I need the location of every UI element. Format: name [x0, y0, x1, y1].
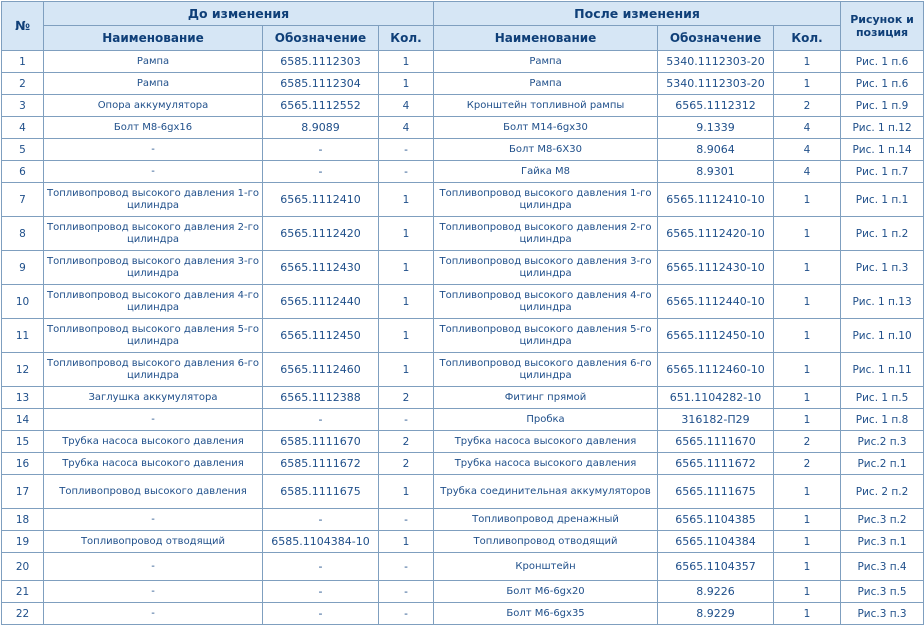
before-qty: -	[379, 409, 434, 431]
row-number: 18	[2, 509, 44, 531]
before-qty: 1	[379, 51, 434, 73]
before-qty: 1	[379, 319, 434, 353]
before-name: Топливопровод высокого давления 6-го цилиндра	[44, 353, 263, 387]
picture-position: Рис. 1 п.11	[841, 353, 924, 387]
after-code: 6565.1112312	[658, 95, 774, 117]
row-number: 14	[2, 409, 44, 431]
before-qty: 1	[379, 531, 434, 553]
after-name: Топливопровод высокого давления 4-го цилиндра	[434, 285, 658, 319]
picture-position: Рис.3 п.4	[841, 553, 924, 581]
after-qty: 1	[774, 387, 841, 409]
after-code: 5340.1112303-20	[658, 73, 774, 95]
picture-position: Рис. 1 п.13	[841, 285, 924, 319]
row-number: 12	[2, 353, 44, 387]
after-name: Рампа	[434, 73, 658, 95]
row-number: 5	[2, 139, 44, 161]
before-name: Топливопровод высокого давления 4-го цилиндра	[44, 285, 263, 319]
row-number: 20	[2, 553, 44, 581]
table-row	[2, 95, 924, 117]
row-number: 3	[2, 95, 44, 117]
table-row	[2, 51, 924, 73]
after-code: 6565.1112420-10	[658, 217, 774, 251]
picture-position: Рис. 1 п.12	[841, 117, 924, 139]
before-name: -	[44, 509, 263, 531]
before-code: 6565.1112460	[263, 353, 379, 387]
row-number: 7	[2, 183, 44, 217]
after-code: 8.9064	[658, 139, 774, 161]
after-qty: 4	[774, 139, 841, 161]
picture-position: Рис. 1 п.10	[841, 319, 924, 353]
after-code: 8.9226	[658, 581, 774, 603]
after-code: 316182-П29	[658, 409, 774, 431]
picture-position: Рис. 2 п.2	[841, 475, 924, 509]
table-row	[2, 387, 924, 409]
after-code: 6565.1112460-10	[658, 353, 774, 387]
before-name: Трубка насоса высокого давления	[44, 431, 263, 453]
after-name: Болт М6-6gx35	[434, 603, 658, 625]
after-qty: 1	[774, 409, 841, 431]
before-name: -	[44, 553, 263, 581]
after-code: 5340.1112303-20	[658, 51, 774, 73]
before-code: 6565.1112450	[263, 319, 379, 353]
row-number: 4	[2, 117, 44, 139]
picture-position: Рис. 1 п.2	[841, 217, 924, 251]
table-row	[2, 603, 924, 625]
before-code: 6585.1112304	[263, 73, 379, 95]
table-row	[2, 285, 924, 319]
after-name: Топливопровод отводящий	[434, 531, 658, 553]
after-code: 9.1339	[658, 117, 774, 139]
before-qty: -	[379, 603, 434, 625]
header-after-code: Обозначение	[658, 26, 774, 51]
before-name: Топливопровод отводящий	[44, 531, 263, 553]
after-code: 6565.1112410-10	[658, 183, 774, 217]
header-before-name: Наименование	[44, 26, 263, 51]
row-number: 10	[2, 285, 44, 319]
table-body	[2, 51, 924, 625]
picture-position: Рис.3 п.5	[841, 581, 924, 603]
before-code: -	[263, 603, 379, 625]
before-name: Топливопровод высокого давления 5-го цилиндра	[44, 319, 263, 353]
table-row	[2, 117, 924, 139]
after-qty: 2	[774, 431, 841, 453]
after-qty: 1	[774, 183, 841, 217]
after-code: 6565.1104385	[658, 509, 774, 531]
table-row	[2, 531, 924, 553]
after-qty: 1	[774, 531, 841, 553]
picture-position: Рис.3 п.1	[841, 531, 924, 553]
after-qty: 1	[774, 73, 841, 95]
before-qty: 1	[379, 251, 434, 285]
before-code: -	[263, 161, 379, 183]
picture-position: Рис. 1 п.6	[841, 51, 924, 73]
after-qty: 1	[774, 217, 841, 251]
table-row	[2, 453, 924, 475]
before-qty: 2	[379, 387, 434, 409]
before-code: 6565.1112440	[263, 285, 379, 319]
row-number: 22	[2, 603, 44, 625]
table-row	[2, 217, 924, 251]
before-code: 8.9089	[263, 117, 379, 139]
after-qty: 1	[774, 553, 841, 581]
header-after-qty: Кол.	[774, 26, 841, 51]
table-row	[2, 183, 924, 217]
before-qty: 1	[379, 475, 434, 509]
before-name: Заглушка аккумулятора	[44, 387, 263, 409]
before-qty: 1	[379, 285, 434, 319]
table-row	[2, 475, 924, 509]
after-qty: 1	[774, 319, 841, 353]
after-name: Трубка насоса высокого давления	[434, 453, 658, 475]
after-code: 6565.1111672	[658, 453, 774, 475]
picture-position: Рис. 1 п.3	[841, 251, 924, 285]
after-code: 8.9229	[658, 603, 774, 625]
before-code: 6565.1112430	[263, 251, 379, 285]
picture-position: Рис.2 п.1	[841, 453, 924, 475]
picture-position: Рис.2 п.3	[841, 431, 924, 453]
before-name: -	[44, 161, 263, 183]
row-number: 2	[2, 73, 44, 95]
header-before-qty: Кол.	[379, 26, 434, 51]
before-name: Рампа	[44, 51, 263, 73]
before-name: Топливопровод высокого давления	[44, 475, 263, 509]
table-row	[2, 553, 924, 581]
picture-position: Рис. 1 п.7	[841, 161, 924, 183]
row-number: 8	[2, 217, 44, 251]
before-name: Опора аккумулятора	[44, 95, 263, 117]
after-name: Топливопровод высокого давления 1-го цилиндра	[434, 183, 658, 217]
after-name: Топливопровод высокого давления 5-го цилиндра	[434, 319, 658, 353]
before-qty: -	[379, 509, 434, 531]
table-row	[2, 581, 924, 603]
row-number: 6	[2, 161, 44, 183]
after-code: 6565.1111675	[658, 475, 774, 509]
before-name: Топливопровод высокого давления 1-го цилиндра	[44, 183, 263, 217]
after-qty: 1	[774, 251, 841, 285]
before-code: 6585.1112303	[263, 51, 379, 73]
before-code: 6585.1111675	[263, 475, 379, 509]
row-number: 11	[2, 319, 44, 353]
header-after-name: Наименование	[434, 26, 658, 51]
row-number: 1	[2, 51, 44, 73]
after-name: Рампа	[434, 51, 658, 73]
before-code: 6585.1104384-10	[263, 531, 379, 553]
before-code: 6585.1111672	[263, 453, 379, 475]
table-row	[2, 73, 924, 95]
before-name: -	[44, 581, 263, 603]
before-code: 6585.1111670	[263, 431, 379, 453]
picture-position: Рис. 1 п.6	[841, 73, 924, 95]
after-qty: 1	[774, 285, 841, 319]
row-number: 21	[2, 581, 44, 603]
picture-position: Рис.3 п.2	[841, 509, 924, 531]
before-code: 6565.1112552	[263, 95, 379, 117]
after-code: 6565.1111670	[658, 431, 774, 453]
before-name: Трубка насоса высокого давления	[44, 453, 263, 475]
after-qty: 2	[774, 95, 841, 117]
before-name: Топливопровод высокого давления 2-го цилиндра	[44, 217, 263, 251]
after-name: Пробка	[434, 409, 658, 431]
before-name: -	[44, 603, 263, 625]
after-name: Болт М14-6gx30	[434, 117, 658, 139]
before-qty: 4	[379, 117, 434, 139]
before-code: -	[263, 409, 379, 431]
before-qty: 1	[379, 73, 434, 95]
row-number: 13	[2, 387, 44, 409]
table-row	[2, 161, 924, 183]
after-code: 6565.1112440-10	[658, 285, 774, 319]
row-number: 16	[2, 453, 44, 475]
before-qty: 1	[379, 217, 434, 251]
picture-position: Рис. 1 п.9	[841, 95, 924, 117]
after-qty: 1	[774, 509, 841, 531]
header-before-code: Обозначение	[263, 26, 379, 51]
picture-position: Рис. 1 п.8	[841, 409, 924, 431]
table-row	[2, 509, 924, 531]
after-name: Топливопровод дренажный	[434, 509, 658, 531]
after-name: Трубка насоса высокого давления	[434, 431, 658, 453]
after-name: Топливопровод высокого давления 2-го цилиндра	[434, 217, 658, 251]
after-code: 6565.1104384	[658, 531, 774, 553]
header-before: До изменения	[44, 2, 434, 26]
after-name: Гайка М8	[434, 161, 658, 183]
after-qty: 1	[774, 51, 841, 73]
after-name: Кронштейн топливной рампы	[434, 95, 658, 117]
before-code: 6565.1112410	[263, 183, 379, 217]
before-qty: -	[379, 581, 434, 603]
after-qty: 4	[774, 161, 841, 183]
after-code: 6565.1112430-10	[658, 251, 774, 285]
before-code: -	[263, 139, 379, 161]
after-qty: 1	[774, 603, 841, 625]
before-qty: 1	[379, 183, 434, 217]
before-code: -	[263, 553, 379, 581]
before-qty: 1	[379, 353, 434, 387]
before-name: -	[44, 139, 263, 161]
before-code: 6565.1112420	[263, 217, 379, 251]
after-code: 8.9301	[658, 161, 774, 183]
after-qty: 1	[774, 475, 841, 509]
before-code: -	[263, 581, 379, 603]
after-code: 651.1104282-10	[658, 387, 774, 409]
row-number: 17	[2, 475, 44, 509]
after-qty: 1	[774, 581, 841, 603]
table-row	[2, 409, 924, 431]
row-number: 15	[2, 431, 44, 453]
table-row	[2, 319, 924, 353]
after-name: Трубка соединительная аккумуляторов	[434, 475, 658, 509]
before-qty: -	[379, 139, 434, 161]
after-name: Топливопровод высокого давления 3-го цилиндра	[434, 251, 658, 285]
header-picture: Рисунок и позиция	[841, 2, 924, 51]
before-code: -	[263, 509, 379, 531]
before-name: Болт М8-6gx16	[44, 117, 263, 139]
after-name: Болт М6-6gx20	[434, 581, 658, 603]
after-name: Фитинг прямой	[434, 387, 658, 409]
before-name: -	[44, 409, 263, 431]
after-qty: 4	[774, 117, 841, 139]
before-code: 6565.1112388	[263, 387, 379, 409]
before-qty: 2	[379, 453, 434, 475]
table-row	[2, 251, 924, 285]
table-row	[2, 431, 924, 453]
before-qty: -	[379, 161, 434, 183]
picture-position: Рис.3 п.3	[841, 603, 924, 625]
row-number: 19	[2, 531, 44, 553]
after-qty: 2	[774, 453, 841, 475]
picture-position: Рис. 1 п.14	[841, 139, 924, 161]
after-qty: 1	[774, 353, 841, 387]
before-name: Рампа	[44, 73, 263, 95]
after-name: Топливопровод высокого давления 6-го цилиндра	[434, 353, 658, 387]
table-row	[2, 139, 924, 161]
picture-position: Рис. 1 п.1	[841, 183, 924, 217]
table-row	[2, 353, 924, 387]
before-name: Топливопровод высокого давления 3-го цилиндра	[44, 251, 263, 285]
after-name: Кронштейн	[434, 553, 658, 581]
before-qty: 4	[379, 95, 434, 117]
after-code: 6565.1112450-10	[658, 319, 774, 353]
after-name: Болт М8-6Х30	[434, 139, 658, 161]
header-after: После изменения	[434, 2, 841, 26]
picture-position: Рис. 1 п.5	[841, 387, 924, 409]
changes-table	[1, 1, 924, 625]
header-number: №	[2, 2, 44, 51]
after-code: 6565.1104357	[658, 553, 774, 581]
before-qty: -	[379, 553, 434, 581]
row-number: 9	[2, 251, 44, 285]
before-qty: 2	[379, 431, 434, 453]
